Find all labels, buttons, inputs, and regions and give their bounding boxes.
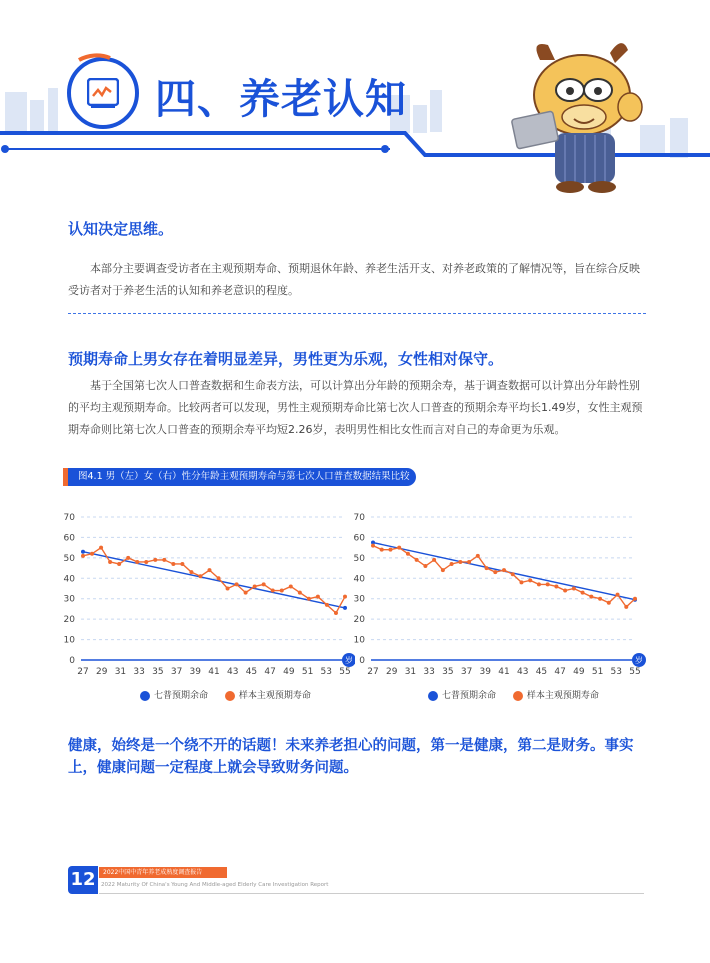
- y-tick-label: 50: [63, 553, 75, 564]
- point-subjective: [388, 548, 392, 552]
- point-subjective: [325, 603, 329, 607]
- x-tick-label: 39: [189, 667, 202, 677]
- x-tick-label: 31: [404, 667, 417, 677]
- footer-title: 2022中国中青年养老成熟度调查报告: [99, 867, 227, 878]
- legend-label-1: 七普预期余命: [442, 691, 497, 701]
- legend-item-life-expectancy: [140, 688, 208, 701]
- legend-dot-blue: [428, 691, 438, 701]
- footer-subtitle: 2022 Maturity Of China's Young And Middle-aged Elderly Care Investigation Report: [101, 882, 329, 888]
- legend-label-2: 样本主观预期寿命: [238, 691, 311, 701]
- intro-heading: 认知决定思维。: [68, 220, 174, 238]
- point-subjective: [485, 566, 489, 570]
- chart-female: [345, 505, 650, 680]
- x-tick-label: 37: [170, 667, 183, 677]
- y-tick-label: 20: [353, 615, 365, 626]
- x-tick-label: 33: [133, 667, 145, 677]
- intro-text: 本部分主要调查受访者在主观预期寿命、预期退休年龄、养老生活开支、对养老政策的了解情况等，旨在综合反映受访者对于养老生活的认知和养老意识的程度。: [68, 262, 640, 297]
- point-subjective: [298, 591, 302, 595]
- point-subjective: [397, 546, 401, 550]
- point-subjective: [271, 589, 275, 593]
- y-tick-label: 0: [359, 656, 365, 666]
- point-subjective: [607, 601, 611, 605]
- point-subjective: [511, 572, 515, 576]
- x-tick-label: 31: [114, 667, 127, 677]
- point-subjective: [135, 560, 139, 564]
- point-subjective: [334, 611, 338, 615]
- y-tick-label: 20: [63, 615, 75, 626]
- y-tick-label: 30: [63, 594, 75, 605]
- y-tick-label: 70: [63, 513, 75, 523]
- x-tick-label: 35: [442, 667, 454, 677]
- y-tick-label: 40: [353, 574, 365, 585]
- point-subjective: [171, 562, 175, 566]
- legend-label-2: 样本主观预期寿命: [526, 691, 599, 701]
- point-subjective: [81, 554, 85, 558]
- point-subjective: [589, 595, 593, 599]
- x-tick-label: 37: [460, 667, 473, 677]
- y-tick-label: 60: [63, 533, 75, 544]
- section-heading: 预期寿命上男女存在着明显差异，男性更为乐观，女性相对保守。: [68, 350, 504, 368]
- x-tick-label: 45: [535, 667, 548, 677]
- legend-label-1: 七普预期余命: [154, 691, 209, 701]
- point-subjective: [226, 587, 230, 591]
- x-tick-label: 29: [95, 667, 108, 677]
- point-subjective: [624, 605, 628, 609]
- point-subjective: [371, 544, 375, 548]
- point-subjective: [415, 558, 419, 562]
- point-subjective: [162, 558, 166, 562]
- x-tick-label: 49: [283, 667, 295, 677]
- point-subjective: [563, 589, 567, 593]
- point-subjective: [189, 570, 193, 574]
- footer-divider: [99, 893, 644, 894]
- point-subjective: [117, 562, 121, 566]
- x-tick-label: 45: [245, 667, 258, 677]
- point-subjective: [598, 597, 602, 601]
- x-tick-label: 41: [498, 667, 510, 677]
- legend-dot-blue: [140, 691, 150, 701]
- point-subjective: [253, 584, 257, 588]
- series-line-life-expectancy: [83, 552, 345, 608]
- point-subjective: [217, 576, 221, 580]
- series-line-subjective: [373, 546, 635, 607]
- point-subjective: [572, 587, 576, 591]
- point-subjective: [528, 578, 532, 582]
- point-subjective: [307, 597, 311, 601]
- x-unit-label: 岁: [345, 656, 353, 665]
- divider: [68, 313, 646, 314]
- x-tick-label: 49: [573, 667, 585, 677]
- point-subjective: [441, 568, 445, 572]
- point-subjective: [467, 560, 471, 564]
- point-subjective: [616, 593, 620, 597]
- point-subjective: [144, 560, 148, 564]
- x-tick-label: 53: [610, 667, 623, 677]
- point-subjective: [262, 582, 266, 586]
- point-subjective: [432, 558, 436, 562]
- x-tick-label: 47: [554, 667, 566, 677]
- point-subjective: [537, 582, 541, 586]
- point-subjective: [423, 564, 427, 568]
- x-tick-label: 27: [77, 667, 89, 677]
- x-tick-label: 55: [629, 667, 641, 677]
- point-subjective: [581, 591, 585, 595]
- page-title: 四、养老认知: [155, 75, 407, 123]
- x-tick-label: 53: [320, 667, 333, 677]
- point-subjective: [244, 591, 248, 595]
- y-tick-label: 50: [353, 553, 365, 564]
- point-subjective: [458, 560, 462, 564]
- y-tick-label: 0: [69, 656, 75, 666]
- y-tick-label: 60: [353, 533, 365, 544]
- legend-dot-orange: [513, 691, 523, 701]
- point-subjective: [235, 582, 239, 586]
- point-subjective: [90, 552, 94, 556]
- legend-item-life-expectancy: [428, 688, 496, 701]
- y-tick-label: 70: [353, 513, 365, 523]
- figure-label: 图4.1 男（左）女（右）性分年龄主观预期寿命与第七次人口普查数据结果比较: [68, 468, 416, 486]
- point-subjective: [380, 548, 384, 552]
- x-tick-label: 41: [208, 667, 220, 677]
- legend-item-subjective: [225, 688, 311, 701]
- x-tick-label: 51: [591, 667, 604, 677]
- point-subjective: [99, 546, 103, 550]
- x-tick-label: 55: [339, 667, 351, 677]
- point-subjective: [280, 589, 284, 593]
- x-unit-label: 岁: [635, 656, 643, 665]
- bottom-emphasis-text: 健康，始终是一个绕不开的话题！未来养老担心的问题，第一是健康，第二是财务。事实上，健康问题一定程度上就会导致财务问题。: [68, 738, 634, 776]
- point-subjective: [554, 584, 558, 588]
- point-subjective: [108, 560, 112, 564]
- legend-item-subjective: [513, 688, 599, 701]
- y-tick-label: 30: [353, 594, 365, 605]
- point-subjective: [180, 562, 184, 566]
- legend-right: [428, 688, 613, 701]
- point-subjective: [546, 582, 550, 586]
- line-chart-icon: [87, 78, 119, 108]
- point-subjective: [316, 595, 320, 599]
- point-subjective: [126, 556, 130, 560]
- point-subjective: [289, 584, 293, 588]
- x-tick-label: 39: [479, 667, 492, 677]
- point-subjective: [207, 568, 211, 572]
- y-tick-label: 40: [63, 574, 75, 585]
- point-subjective: [406, 552, 410, 556]
- x-tick-label: 27: [367, 667, 379, 677]
- x-tick-label: 29: [385, 667, 398, 677]
- x-tick-label: 51: [301, 667, 314, 677]
- point-subjective: [493, 570, 497, 574]
- x-tick-label: 33: [423, 667, 435, 677]
- x-tick-label: 35: [152, 667, 164, 677]
- chart-male: [55, 505, 355, 680]
- section-paragraph: [68, 375, 648, 441]
- x-tick-label: 47: [264, 667, 276, 677]
- point-subjective: [198, 574, 202, 578]
- x-tick-label: 43: [516, 667, 529, 677]
- point-subjective: [633, 597, 637, 601]
- point-subjective: [519, 580, 523, 584]
- cow-mascot-with-laptop: [510, 35, 660, 195]
- point-subjective: [450, 562, 454, 566]
- intro-paragraph: [68, 258, 648, 302]
- section-text: 基于全国第七次人口普查数据和生命表方法，可以计算出分年龄的预期余寿，基于调查数据可以计算出分年龄性别的平均主观预期寿命。比较两者可以发现，男性主观预期寿命比第七次人口普查的预期余寿平均长1.49岁，女性主观预期寿命则比第七次人口普查的预期余寿平均短2.26岁，表明男性相比女性而言对自己的寿命更为乐观。: [68, 379, 643, 436]
- page-number: 12: [68, 866, 98, 894]
- y-tick-label: 10: [63, 635, 75, 646]
- point-subjective: [476, 554, 480, 558]
- x-tick-label: 43: [226, 667, 239, 677]
- legend-left: [140, 688, 325, 701]
- point-life-expectancy: [81, 550, 85, 554]
- legend-dot-orange: [225, 691, 235, 701]
- point-subjective: [153, 558, 157, 562]
- point-subjective: [502, 568, 506, 572]
- y-tick-label: 10: [353, 635, 365, 646]
